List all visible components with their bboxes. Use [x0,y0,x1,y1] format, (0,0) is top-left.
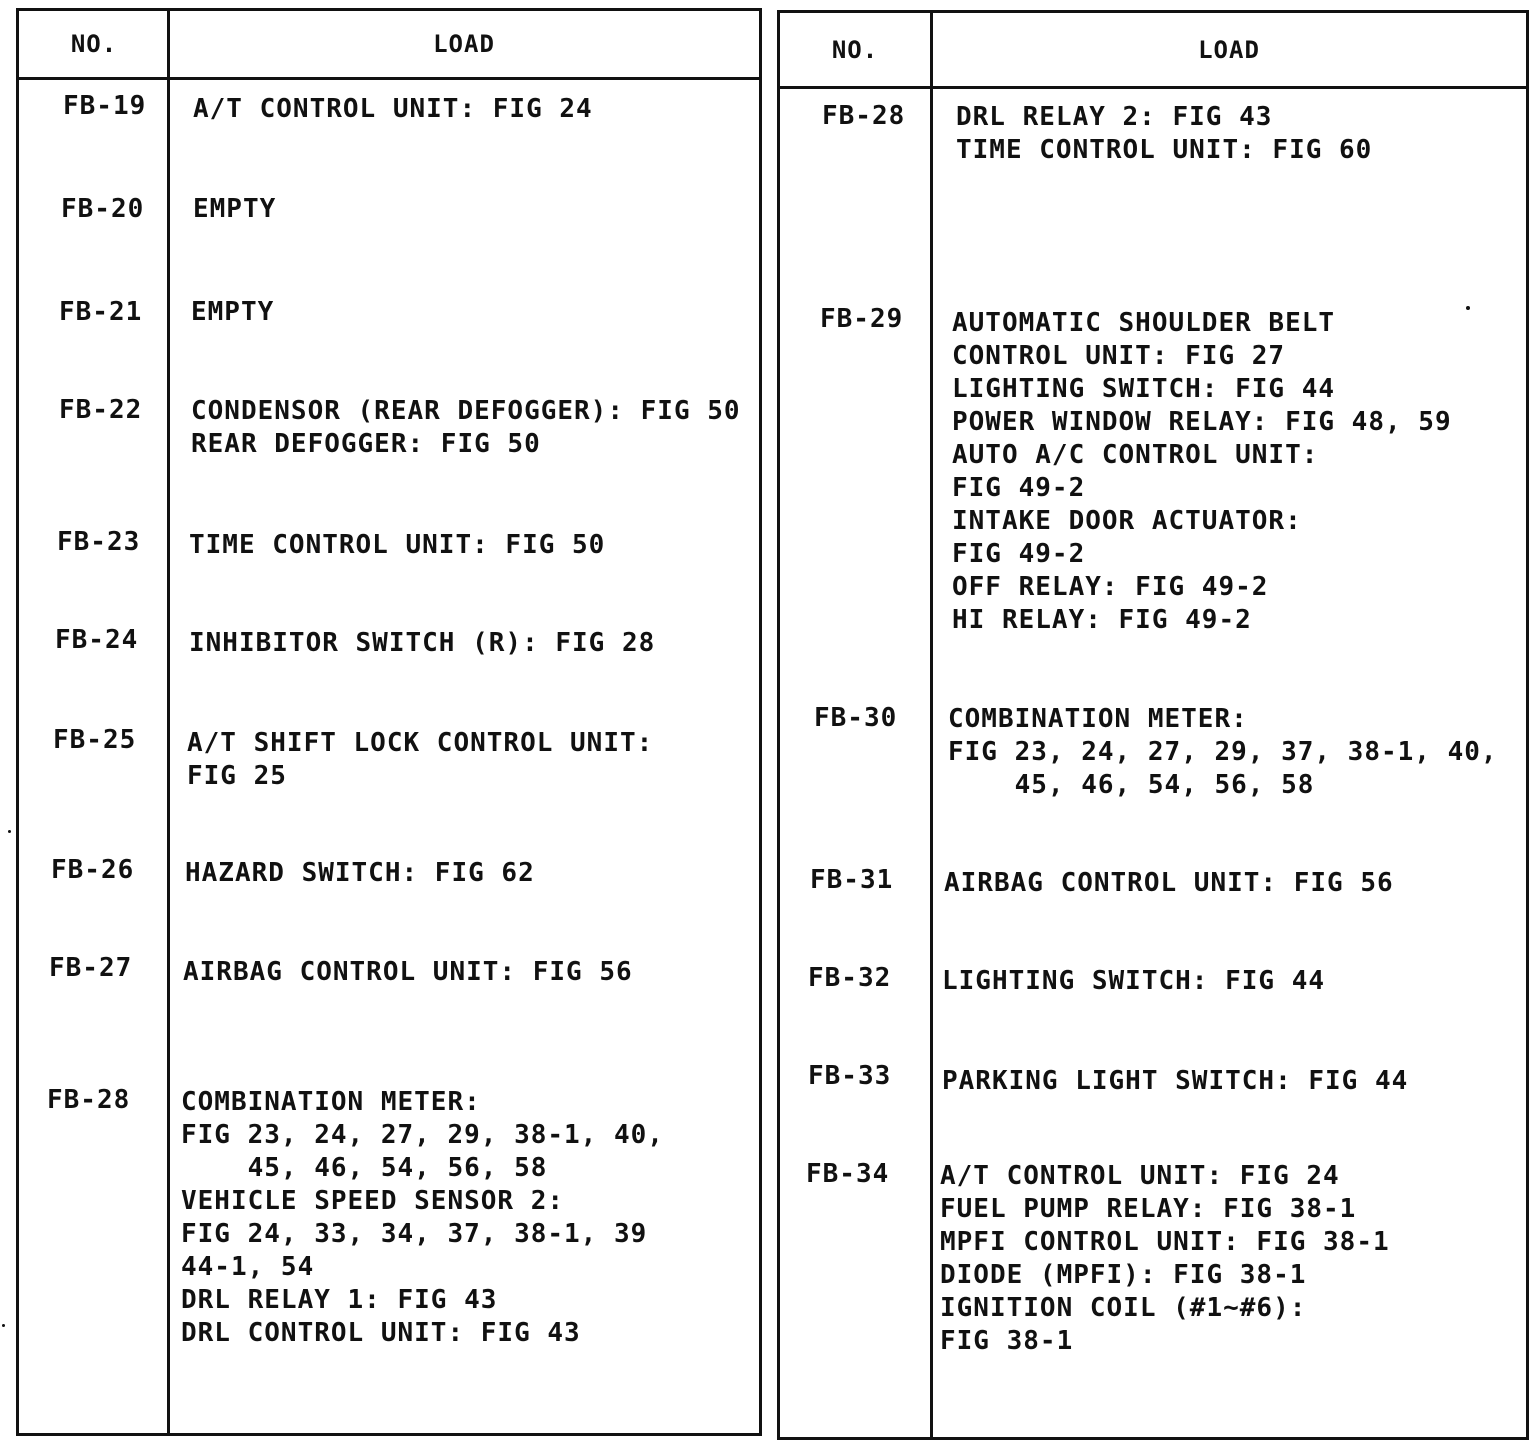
scan-speck [2,1324,5,1327]
right-row-no: FB-32 [808,963,892,993]
right-row-load: A/T CONTROL UNIT: FIG 24 FUEL PUMP RELAY: FIG 38-1 MPFI CONTROL UNIT: FIG 38-1 DIODE (MPFI): FIG 38-1 IGNITION COIL (#1~#6): FIG 38-1 [940,1161,1390,1356]
left-row-no: FB-21 [59,297,143,327]
left-row-load: TIME CONTROL UNIT: FIG 50 [189,530,606,560]
left-table-header [19,11,759,80]
right-row-load: COMBINATION METER: FIG 23, 24, 27, 29, 37, 38-1, 40, 45, 46, 54, 56, 58 [948,704,1498,800]
left-row-no: FB-23 [57,527,141,557]
right-row-no: FB-31 [810,865,894,895]
right-row-no: FB-34 [806,1159,890,1189]
left-column-divider [167,11,170,1433]
right-row-load: AIRBAG CONTROL UNIT: FIG 56 [944,868,1394,898]
left-row-load: A/T CONTROL UNIT: FIG 24 [193,94,593,124]
left-fuse-table [16,8,762,1436]
right-row-no: FB-30 [814,703,898,733]
right-header-load: LOAD [1198,35,1260,64]
left-row-no: FB-24 [55,625,139,655]
left-row-no: FB-28 [47,1085,131,1115]
left-row-no: FB-20 [61,194,145,224]
right-row-no: FB-29 [820,304,904,334]
left-header-load: LOAD [433,30,495,58]
left-row-load: EMPTY [193,194,277,224]
right-header-no: NO. [831,35,879,64]
left-row-no: FB-19 [63,91,147,121]
left-row-no: FB-25 [53,725,137,755]
right-row-load: LIGHTING SWITCH: FIG 44 [942,966,1326,996]
left-row-no: FB-26 [51,855,135,885]
left-row-load: CONDENSOR (REAR DEFOGGER): FIG 50 REAR DEFOGGER: FIG 50 [191,396,741,459]
scan-speck [8,830,11,833]
right-row-load: AUTOMATIC SHOULDER BELT CONTROL UNIT: FIG 27 LIGHTING SWITCH: FIG 44 POWER WINDOW RELAY: FIG 48, 59 AUTO A/C CONTROL UNIT: FIG 49-2 INTAKE DOOR ACTUATOR: FIG 49-2 OFF RELAY: FIG 49-2 HI RELAY: FIG 49-2 [952,308,1452,635]
left-header-no: NO. [70,30,118,58]
left-row-load: AIRBAG CONTROL UNIT: FIG 56 [183,957,633,987]
right-row-load: DRL RELAY 2: FIG 43 TIME CONTROL UNIT: FIG 60 [956,102,1373,165]
left-row-load: HAZARD SWITCH: FIG 62 [185,858,535,888]
right-table-header [780,13,1526,89]
left-row-no: FB-27 [49,953,133,983]
left-row-no: FB-22 [59,395,143,425]
right-row-no: FB-33 [808,1061,892,1091]
left-row-load: EMPTY [191,297,275,327]
left-row-load: INHIBITOR SWITCH (R): FIG 28 [189,628,656,658]
left-row-load: A/T SHIFT LOCK CONTROL UNIT: FIG 25 [187,728,654,791]
scan-speck [1466,306,1470,310]
right-fuse-table [777,10,1529,1440]
right-column-divider [930,13,933,1437]
left-row-load: COMBINATION METER: FIG 23, 24, 27, 29, 38-1, 40, 45, 46, 54, 56, 58 VEHICLE SPEED SENSOR 2: FIG 24, 33, 34, 37, 38-1, 39 44-1, 54 DRL RELAY 1: FIG 43 DRL CONTROL UNIT: FIG 43 [181,1087,664,1348]
right-row-no: FB-28 [822,101,906,131]
right-row-load: PARKING LIGHT SWITCH: FIG 44 [942,1066,1409,1096]
